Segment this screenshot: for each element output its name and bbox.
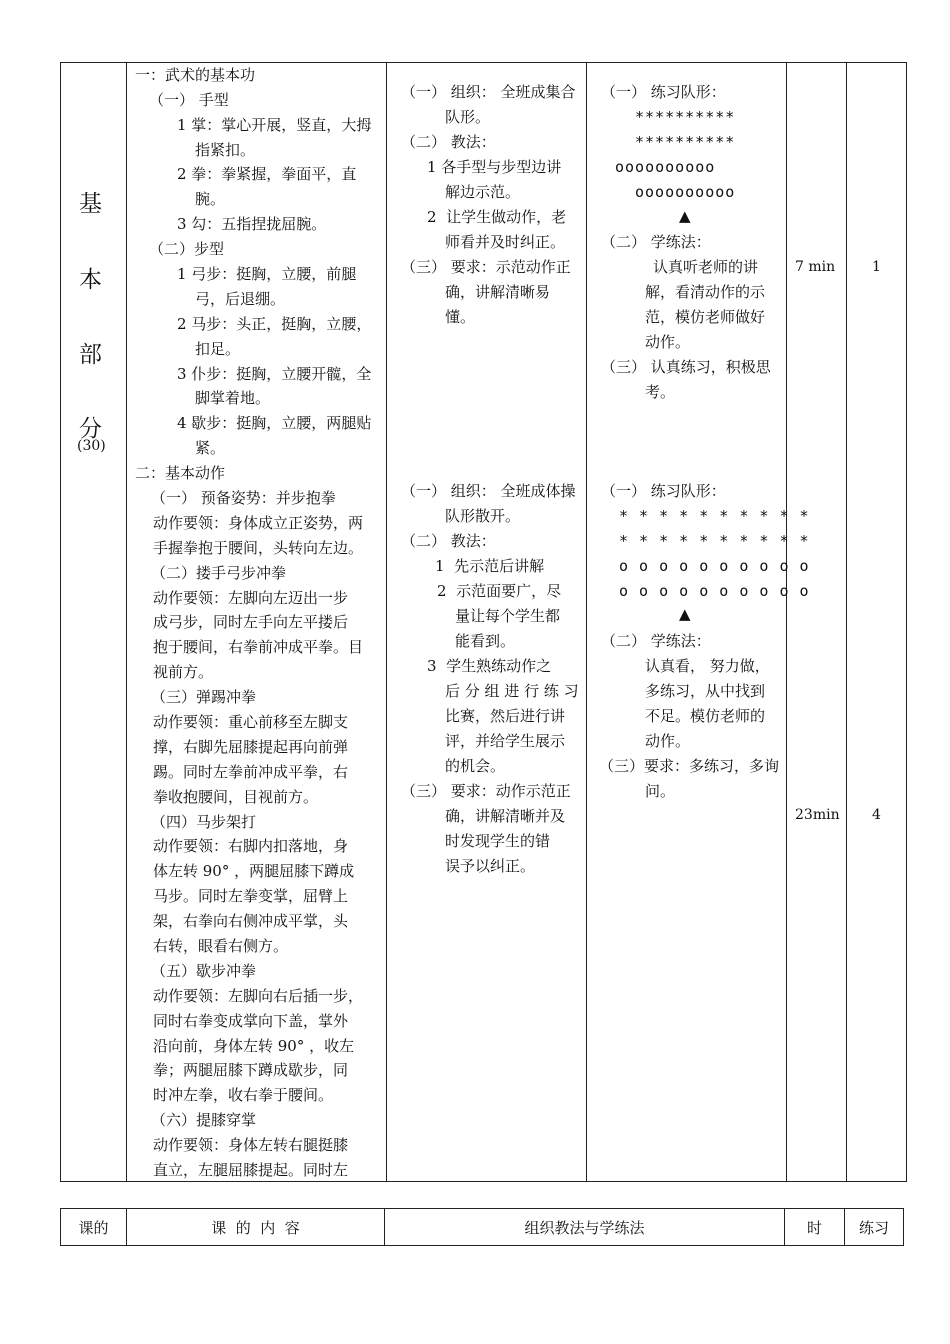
content-line: 视前方。	[153, 663, 214, 681]
content-cell	[127, 63, 387, 1182]
organize-line: 的机会。	[445, 757, 506, 775]
practice-line: 认真看， 努力做，	[645, 657, 770, 675]
content-line: 扣足。	[195, 340, 241, 358]
organize-line: 后 分 组 进 行 练 习	[445, 682, 579, 700]
practice-line: 不足。模仿老师的	[645, 707, 766, 725]
practice-line: 动作。	[645, 333, 691, 351]
practice-line: 问。	[645, 782, 676, 800]
organize-line: 评，并给学生展示	[445, 732, 566, 750]
time-value: 7 min	[795, 259, 836, 275]
organize-line: （三） 要求：动作示范正	[401, 782, 571, 800]
organize-line: （三） 要求：示范动作正	[401, 258, 571, 276]
content-line: 动作要领：左脚向右后插一步，	[153, 987, 364, 1005]
content-line: （三）弹踢冲拳	[151, 688, 257, 706]
practice-line: 解，看清动作的示	[645, 283, 766, 301]
practice-line: 认真听老师的讲	[653, 258, 759, 276]
content-line: 动作要领：身体左转右腿挺膝	[153, 1136, 349, 1154]
content-line: 4 歇步：挺胸，立腰，两腿贴	[177, 414, 372, 432]
content-line: （六）提膝穿掌	[151, 1111, 257, 1129]
organize-line: 3 学生熟练动作之	[427, 657, 552, 675]
organize-line: （一） 组织： 全班成体操	[401, 482, 576, 500]
organize-line: （一） 组织： 全班成集合	[401, 83, 576, 101]
formation-row: o o o o o o o o o o	[619, 557, 810, 575]
organize-line: 2 让学生做动作，老	[427, 208, 567, 226]
content-line: （五）歇步冲拳	[151, 962, 257, 980]
organize-line: 能看到。	[455, 632, 516, 650]
content-line: 拳收抱腰间，目视前方。	[153, 788, 319, 806]
organize-line: 确，讲解清晰易	[445, 283, 551, 301]
content-line: 体左转 90° ，两腿屈膝下蹲成	[153, 862, 355, 880]
organize-line: （二） 教法：	[401, 133, 496, 151]
content-line: 动作要领：重心前移至左脚支	[153, 713, 349, 731]
organize-line: 时发现学生的错	[445, 832, 551, 850]
content-line: 动作要领：右脚内扣落地，身	[153, 837, 349, 855]
content-line: 1 弓步：挺胸，立腰，前腿	[177, 265, 357, 283]
organize-line: 误予以纠正。	[445, 857, 536, 875]
content-line: 二：基本动作	[135, 464, 226, 482]
practice-line: 多练习，从中找到	[645, 682, 766, 700]
organize-line: 队形散开。	[445, 507, 521, 525]
teacher-position-icon: ▲	[679, 207, 691, 225]
content-line: 紧。	[195, 439, 226, 457]
practice-count: 4	[872, 807, 881, 823]
content-line: 手握拳抱于腰间，头转向左边。	[153, 539, 364, 557]
section-char: 基	[79, 191, 102, 217]
time-cell	[787, 63, 847, 1182]
organize-line: 比赛，然后进行讲	[445, 707, 566, 725]
organize-line: 量让每个学生都	[455, 607, 561, 625]
section-char: 分	[79, 416, 102, 442]
teacher-position-icon: ▲	[679, 605, 691, 623]
header-cell: 课的	[61, 1209, 127, 1246]
content-line: 拳；两腿屈膝下蹲成歇步，同	[153, 1061, 349, 1079]
practice-count: 1	[872, 259, 881, 275]
section-char: 部	[79, 342, 102, 368]
content-line: （四）马步架打	[151, 813, 257, 831]
content-line: 抱于腰间，右拳前冲成平拳。目	[153, 638, 364, 656]
content-line: 2 拳：拳紧握，拳面平，直	[177, 165, 357, 183]
content-line: 指紧扣。	[195, 141, 256, 159]
practice-line: （二） 学练法：	[601, 632, 711, 650]
content-line: 2 马步：头正，挺胸，立腰，	[177, 315, 372, 333]
practice-line: （一） 练习队形：	[601, 482, 726, 500]
content-line: 3 勾：五指捏拢屈腕。	[177, 215, 327, 233]
formation-row: * * * * * * * * * *	[619, 507, 810, 525]
content-line: 腕。	[195, 190, 226, 208]
formation-row: **********	[635, 133, 736, 151]
content-line: （二）搂手弓步冲拳	[151, 564, 287, 582]
content-line: 踢。同时左拳前冲成平拳，右	[153, 763, 349, 781]
header-cell: 练习	[845, 1209, 904, 1246]
formation-row: oooooooooo	[615, 158, 716, 176]
organize-line: 确，讲解清晰并及	[445, 807, 566, 825]
practice-cell	[587, 63, 810, 1182]
content-line: 右转，眼看右侧方。	[153, 937, 289, 955]
content-line: 一：武术的基本功	[135, 66, 256, 84]
organize-line: 1 先示范后讲解	[435, 557, 545, 575]
section-char: 本	[79, 267, 102, 293]
organize-line: 懂。	[445, 308, 476, 326]
organize-line: 队形。	[445, 108, 491, 126]
content-line: 撑，右脚先屈膝提起再向前弹	[153, 738, 349, 756]
practice-line: 考。	[645, 383, 676, 401]
content-line: （一） 手型	[149, 91, 229, 109]
organize-line: 1 各手型与步型边讲	[427, 158, 562, 176]
practice-line: 范，模仿老师做好	[645, 308, 766, 326]
header-cell: 时	[785, 1209, 845, 1246]
practice-line: （二） 学练法：	[601, 233, 711, 251]
organize-cell	[387, 63, 587, 1182]
practice-line: （一） 练习队形：	[601, 83, 726, 101]
content-line: 直立，左腿屈膝提起。同时左	[153, 1161, 349, 1179]
time-value: 23min	[795, 807, 840, 823]
count-cell	[847, 63, 907, 1182]
content-line: 沿向前，身体左转 90° ，收左	[153, 1037, 355, 1055]
practice-line: （三） 认真练习，积极思	[601, 358, 771, 376]
formation-row: o o o o o o o o o o	[619, 582, 810, 600]
header-cell: 组织教法与学练法	[385, 1209, 785, 1246]
formation-row: * * * * * * * * * *	[619, 532, 810, 550]
formation-row: **********	[635, 108, 736, 126]
content-line: 动作要领：左脚向左迈出一步	[153, 589, 349, 607]
content-line: 同时右拳变成掌向下盖，掌外	[153, 1012, 349, 1030]
next-page-header	[60, 1208, 904, 1246]
formation-row: oooooooooo	[635, 183, 736, 201]
content-line: 脚掌着地。	[195, 389, 271, 407]
content-line: 1 掌：掌心开展，竖直，大拇	[177, 116, 372, 134]
section-score: (30)	[77, 438, 106, 454]
content-line: 马步。同时左拳变掌，屈臂上	[153, 887, 349, 905]
organize-line: 解边示范。	[445, 183, 521, 201]
content-line: 动作要领：身体成立正姿势，两	[153, 514, 364, 532]
content-line: 成弓步，同时左手向左平搂后	[153, 613, 349, 631]
content-line: 3 仆步：挺胸，立腰开髋，全	[177, 365, 372, 383]
content-line: 架，右拳向右侧冲成平掌，头	[153, 912, 349, 930]
practice-line: 动作。	[645, 732, 691, 750]
content-line: （二）步型	[149, 240, 225, 258]
organize-line: （二） 教法：	[401, 532, 496, 550]
practice-line: （三）要求：多练习，多询	[599, 757, 780, 775]
header-cell: 课 的 内 容	[127, 1209, 385, 1246]
section-cell	[61, 63, 127, 1182]
content-line: 弓，后退绷。	[195, 290, 286, 308]
organize-line: 师看并及时纠正。	[445, 233, 566, 251]
content-line: 时冲左拳，收右拳于腰间。	[153, 1086, 334, 1104]
organize-line: 2 示范面要广，尽	[437, 582, 562, 600]
content-line: （一） 预备姿势：并步抱拳	[151, 489, 336, 507]
lesson-table	[60, 62, 907, 1182]
